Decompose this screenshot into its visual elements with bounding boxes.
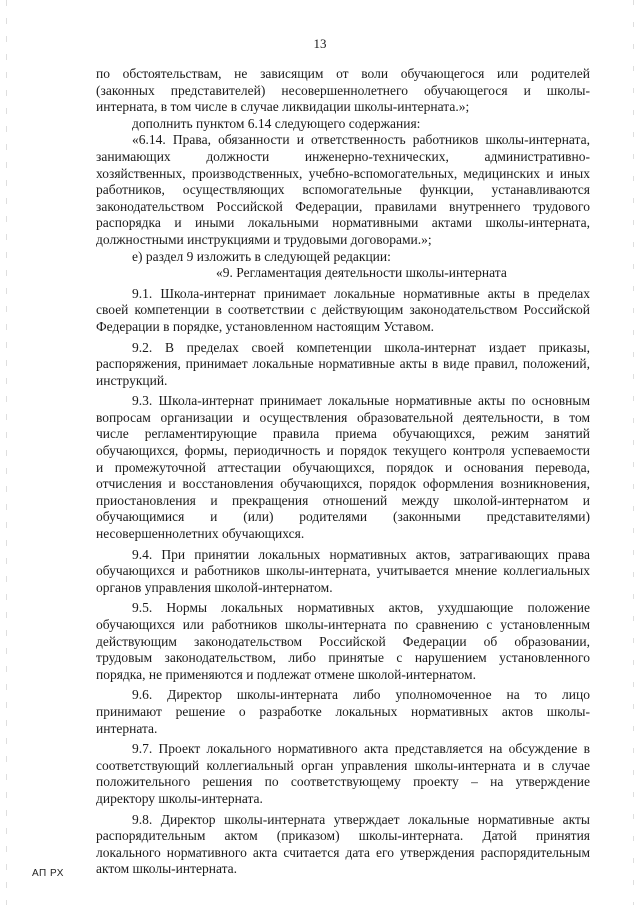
document-body — [96, 66, 590, 878]
text-line: распорядительным актом (приказом) школы-интерната. Датой принятия — [96, 828, 590, 844]
scan-edge-right — [633, 0, 634, 905]
text-line: 9.4. При принятии локальных нормативных актов, затрагивающих права — [132, 546, 590, 562]
page-number: 13 — [313, 36, 327, 51]
text-line: положительного решения по соответствующему проекту – на утверждение — [96, 774, 590, 790]
text-line: распорядка и иными локальными нормативными актами школы-интерната, — [96, 215, 590, 231]
text-line: обучающимися и (или) родителями (законными представителями) — [96, 509, 590, 525]
text-line: порядка, не применяются и подлежат отмене школой-интернатом. — [96, 666, 476, 682]
text-line: трудовым законодательством, либо принятые с нарушением установленного — [96, 650, 590, 666]
text-line: органов управления школой-интернатом. — [96, 579, 333, 595]
text-line: интерната, в том числе в случае ликвидации школы-интерната.»; — [96, 99, 470, 115]
text-line: дополнить пунктом 6.14 следующего содержания: — [132, 115, 421, 131]
text-line: (законных представителей) несовершеннолетнего обучающегося и школы- — [96, 82, 590, 98]
text-line: локального нормативного акта считается дата его утверждения распорядительным — [96, 844, 590, 860]
text-line: обучающихся и работников школы-интерната, учитывается мнение коллегиальных — [96, 563, 590, 579]
text-line: законодательством Российской Федерации, правилами внутреннего трудового — [96, 198, 590, 214]
text-line: должностными инструкциями и трудовыми договорами.»; — [96, 231, 432, 247]
text-line: по обстоятельствам, не зависящим от воли обучающегося или родителей — [96, 66, 590, 81]
text-line: 9.3. Школа-интернат принимает локальные нормативные акты по основным — [132, 393, 590, 409]
text-line: 9.2. В пределах своей компетенции школа-интернат издает приказы, — [132, 339, 590, 355]
text-line: 9.8. Директор школы-интерната утверждает локальные нормативные акты — [132, 811, 590, 827]
text-line: интерната. — [96, 720, 158, 736]
text-line: действующим законодательством Российской Федерации об образовании, — [96, 633, 590, 649]
text-line: соответствующий коллегиальный орган управления школы-интерната и в случае — [96, 757, 590, 773]
text-line: инструкций. — [96, 372, 168, 388]
text-line: вопросам организации и осуществления образовательной деятельности, в том — [96, 409, 590, 425]
text-line: работников, осуществляющих вспомогательные функции, устанавливаются — [96, 182, 590, 198]
text-line: несовершеннолетних обучающихся. — [96, 526, 305, 542]
text-line: приостановления и прекращения отношений между школой-интернатом и — [96, 492, 590, 508]
text-line: хозяйственных, производственных, учебно-вспомогательных, медицинских и иных — [96, 165, 590, 181]
text-line: своей компетенции в соответствии с действующим законодательством Российской — [96, 302, 590, 318]
text-line: и промежуточной аттестации обучающихся, порядок и основания перевода, — [96, 459, 590, 475]
text-line: «6.14. Права, обязанности и ответственность работников школы-интерната, — [132, 132, 590, 148]
text-line: обучающихся, формы, периодичность и порядок текущего контроля успеваемости — [96, 443, 590, 459]
text-line: 9.1. Школа-интернат принимает локальные нормативные акты в пределах — [132, 285, 590, 301]
text-line: директору школы-интерната. — [96, 790, 263, 806]
text-line: Федерации в порядке, установленном настоящим Уставом. — [96, 318, 435, 334]
text-line: занимающих должности инженерно-технических, административно- — [96, 148, 590, 164]
text-line: 9.6. Директор школы-интерната либо уполномоченное на то лицо — [132, 687, 590, 703]
text-line: распоряжения, принимает локальные нормативные акты в виде правил, положений, — [96, 356, 590, 372]
text-line: отчисления и восстановления обучающихся, порядок оформления возникновения, — [96, 476, 590, 492]
footer-code: АП РХ — [32, 868, 64, 879]
text-line: е) раздел 9 изложить в следующей редакции: — [132, 248, 391, 264]
text-line: обучающихся или работников школы-интерната по сравнению с установленным — [96, 617, 590, 632]
text-line: 9.7. Проект локального нормативного акта представляется на обсуждение в — [132, 741, 590, 757]
text-line: 9.5. Нормы локальных нормативных актов, ухудшающие положение — [132, 600, 590, 616]
text-line: «9. Регламентация деятельности школы-интерната — [216, 265, 507, 281]
text-line: числе регламентирующие правила приема обучающихся, режим занятий — [96, 426, 590, 442]
text-line: принимают решение о разработке локальных нормативных актов школы- — [96, 703, 590, 719]
text-line: актом школы-интерната. — [96, 861, 238, 877]
scan-edge-left — [6, 0, 7, 905]
